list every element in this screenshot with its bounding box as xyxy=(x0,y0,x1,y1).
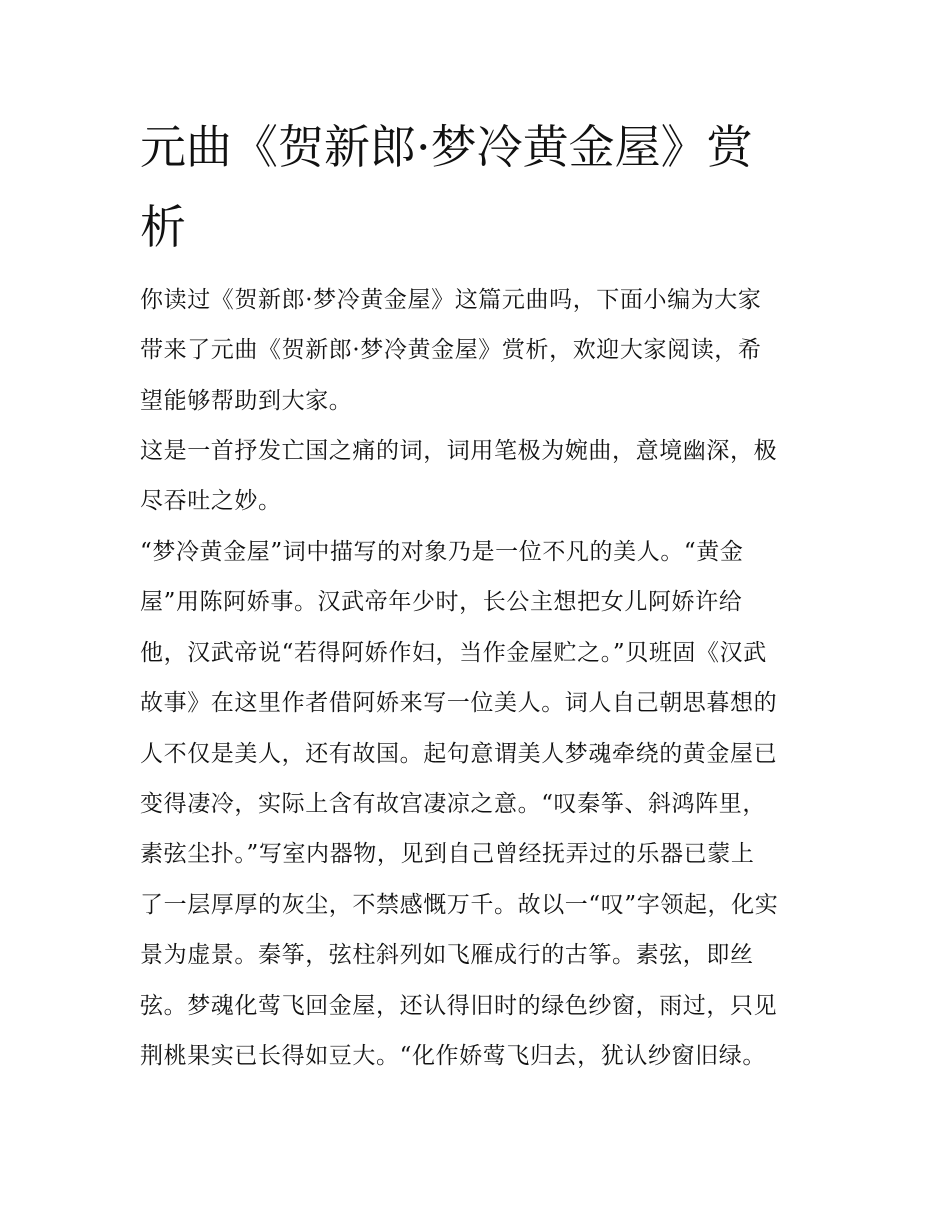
body-line-12: 素弦尘扑。”写室内器物，见到自己曾经抚弄过的乐器已蒙上 xyxy=(140,841,755,867)
body-line-14: 景为虚景。秦筝，弦柱斜列如飞雁成行的古筝。素弦，即丝 xyxy=(140,942,754,968)
body-line-7: 屋”用陈阿娇事。汉武帝年少时，长公主想把女儿阿娇许给 xyxy=(140,589,743,615)
body-line-6: “梦冷黄金屋”词中描写的对象乃是一位不凡的美人。“黄金 xyxy=(140,539,744,565)
body-line-13: 了一层厚厚的灰尘，不禁感慨万千。故以一“叹”字领起，化实 xyxy=(140,892,779,918)
body-line-1: 你读过《贺新郎·梦冷黄金屋》这篇元曲吗，下面小编为大家 xyxy=(140,287,762,313)
body-line-5: 尽吞吐之妙。 xyxy=(140,488,282,514)
body-line-3: 望能够帮助到大家。 xyxy=(140,388,353,414)
body-line-11: 变得凄冷，实际上含有故宫凄凉之意。“叹秦筝、斜鸿阵里， xyxy=(140,791,766,817)
document-title-line-2: 析 xyxy=(140,200,186,254)
body-line-16: 荆桃果实已长得如豆大。“化作娇莺飞归去，犹认纱窗旧绿。 xyxy=(140,1043,766,1069)
body-line-9: 故事》在这里作者借阿娇来写一位美人。词人自己朝思暮想的 xyxy=(140,690,778,716)
body-line-15: 弦。梦魂化莺飞回金屋，还认得旧时的绿色纱窗，雨过，只见 xyxy=(140,993,778,1019)
body-line-2: 带来了元曲《贺新郎·梦冷黄金屋》赏析，欢迎大家阅读，希 xyxy=(140,337,762,363)
body-line-10: 人不仅是美人，还有故国。起句意谓美人梦魂牵绕的黄金屋已 xyxy=(140,741,778,767)
body-line-8: 他，汉武帝说“若得阿娇作妇，当作金屋贮之。”贝班固《汉武 xyxy=(140,640,767,666)
body-line-4: 这是一首抒发亡国之痛的词，词用笔极为婉曲，意境幽深，极 xyxy=(140,438,778,464)
document-title-line-1: 元曲《贺新郎·梦冷黄金屋》赏 xyxy=(140,120,753,174)
